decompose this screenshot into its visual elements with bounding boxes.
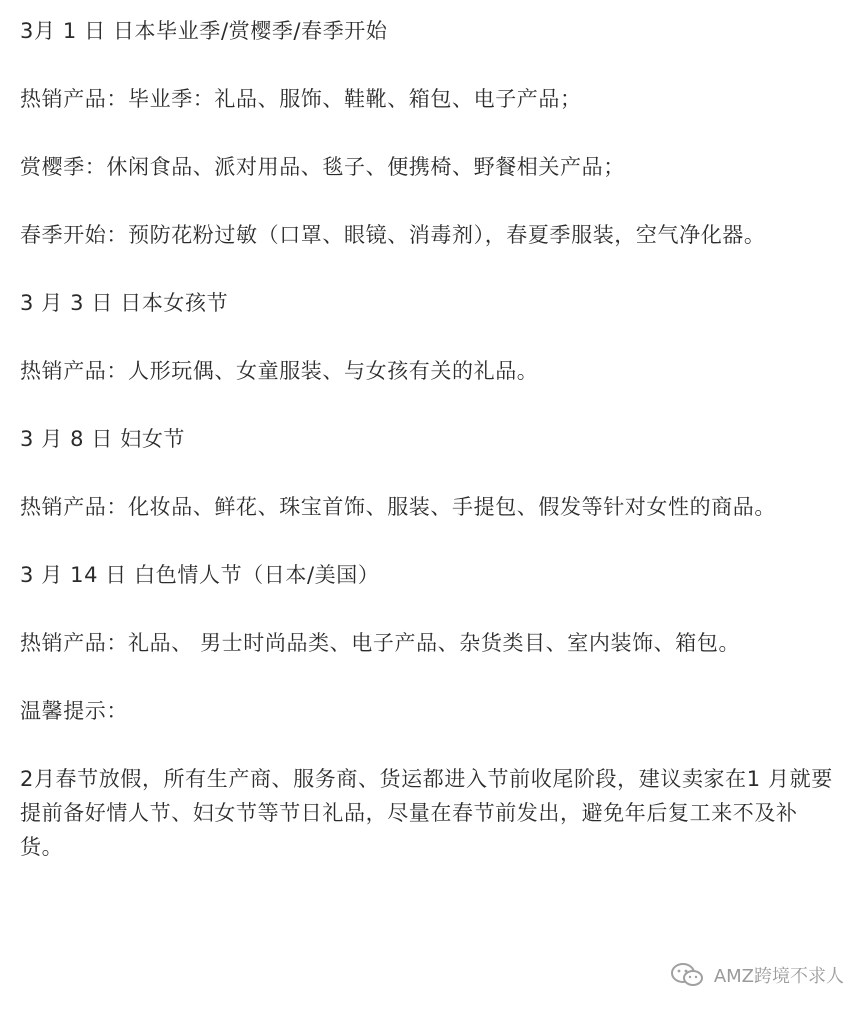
date-heading: 3 月 3 日 日本女孩节 xyxy=(20,291,229,315)
hot-products-text: 赏樱季：休闲食品、派对用品、毯子、便携椅、野餐相关产品； xyxy=(20,155,625,179)
date-heading: 3月 1 日 日本毕业季/赏樱季/春季开始 xyxy=(20,19,388,43)
tip-text: 2月春节放假，所有生产商、服务商、货运都进入节前收尾阶段，建议卖家在1 月就要提前备好情人节、妇女节等节日礼品，尽量在春节前发出，避免年后复工来不及补货。 xyxy=(20,767,833,859)
hot-products-text: 热销产品：人形玩偶、女童服装、与女孩有关的礼品。 xyxy=(20,359,539,383)
hot-products-text: 热销产品：礼品、 男士时尚品类、电子产品、杂货类目、室内装饰、箱包。 xyxy=(20,631,741,655)
date-heading: 3 月 14 日 白色情人节（日本/美国） xyxy=(20,563,380,587)
tip-heading: 温馨提示： xyxy=(20,699,128,723)
hot-products-text: 热销产品：化妆品、鲜花、珠宝首饰、服装、手提包、假发等针对女性的商品。 xyxy=(20,495,776,519)
watermark-text: AMZ跨境不求人 xyxy=(713,966,844,987)
wechat-icon xyxy=(670,962,704,988)
hot-products-text: 热销产品：毕业季：礼品、服饰、鞋靴、箱包、电子产品； xyxy=(20,87,582,111)
hot-products-text: 春季开始：预防花粉过敏（口罩、眼镜、消毒剂），春夏季服装，空气净化器。 xyxy=(20,223,766,247)
watermark xyxy=(670,962,844,988)
article-body xyxy=(20,14,840,898)
date-heading: 3 月 8 日 妇女节 xyxy=(20,427,186,451)
